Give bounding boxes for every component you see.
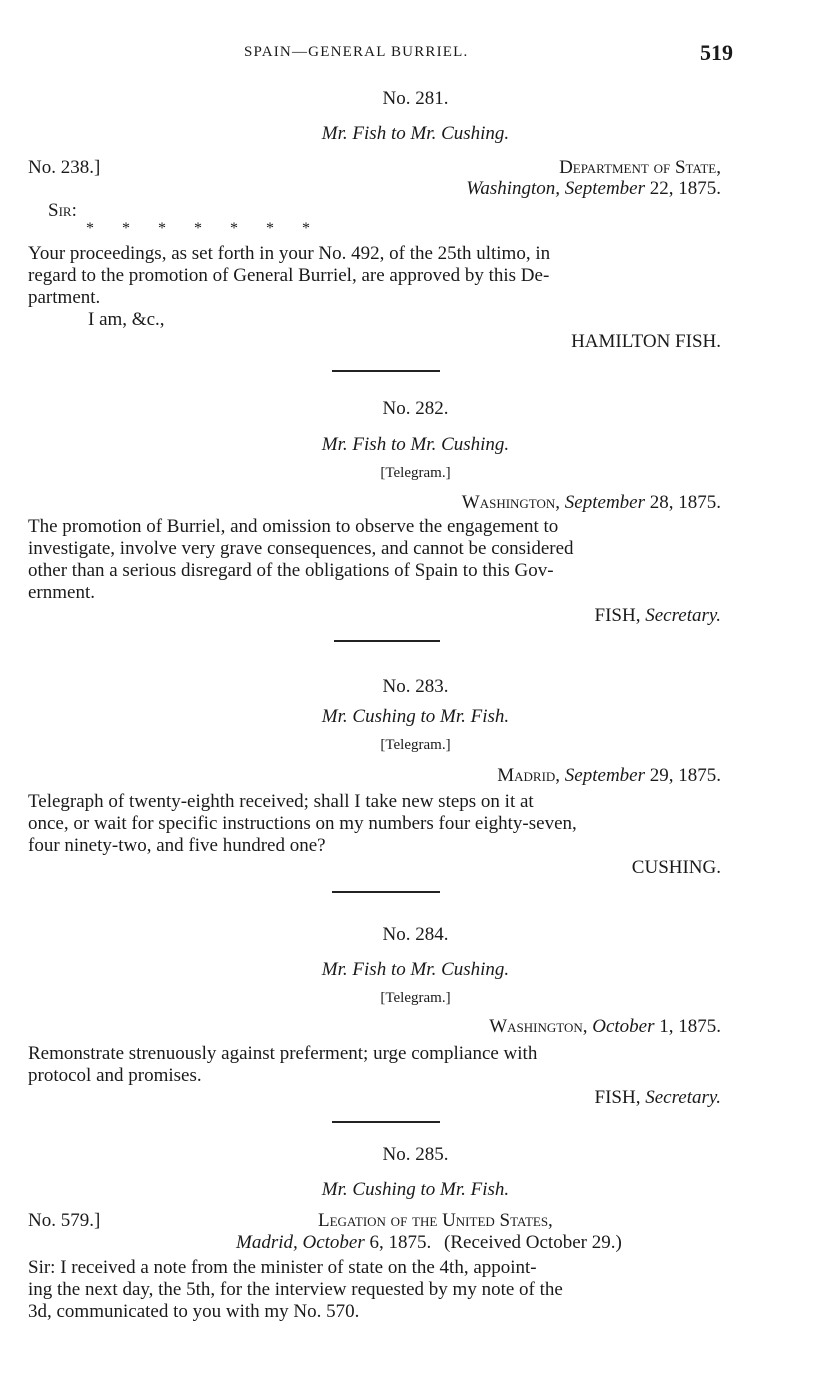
signature-title: Secretary. [645, 1087, 721, 1108]
doc-282-body-line: The promotion of Burriel, and omission to observe the engagement to [28, 516, 559, 537]
doc-283-dateline [497, 765, 721, 787]
doc-282-number: No. 282. [382, 398, 449, 419]
doc-282-telegram-label: [Telegram.] [380, 465, 451, 481]
page-number: 519 [700, 40, 733, 65]
dateline-month: October [302, 1232, 365, 1253]
doc-281-body-line: regard to the promotion of General Burriel, are approved by this De- [28, 265, 550, 286]
signature-name: FISH, [594, 1087, 641, 1108]
doc-285-body-line: ing the next day, the 5th, for the interview requested by my note of the [28, 1279, 563, 1300]
doc-281-body-line: partment. [28, 287, 101, 308]
doc-283-body-line: four ninety-two, and five hundred one? [28, 835, 326, 856]
doc-281-closing: I am, &c., [88, 309, 165, 330]
doc-284-signature [595, 1087, 721, 1109]
doc-282-body-line: ernment. [28, 582, 96, 603]
doc-285-office: Legation of the United States, [318, 1210, 553, 1231]
doc-285-body-line: 3d, communicated to you with my No. 570. [28, 1301, 360, 1322]
doc-281-office: Department of State, [559, 157, 721, 178]
section-rule [332, 370, 440, 372]
dateline-day-year: 29, 1875. [649, 765, 721, 786]
doc-281-ref: No. 238.] [28, 157, 101, 178]
doc-283-number: No. 283. [382, 676, 449, 697]
doc-282-body-line: investigate, involve very grave consequences, and cannot be considered [28, 538, 574, 559]
dateline-day-year: 6, 1875. [369, 1232, 432, 1253]
doc-281-number: No. 281. [382, 88, 449, 109]
section-rule [332, 891, 440, 893]
doc-283-telegram-label: [Telegram.] [380, 737, 451, 753]
section-rule [332, 1121, 440, 1123]
dateline-place: Washington, [489, 1016, 588, 1037]
signature-name: FISH, [594, 605, 641, 626]
doc-284-from-to: Mr. Fish to Mr. Cushing. [321, 959, 510, 980]
doc-285-dateline [236, 1232, 622, 1254]
doc-282-dateline [462, 492, 721, 514]
doc-283-body-line: Telegraph of twenty-eighth received; shall I take new steps on it at [28, 791, 534, 812]
doc-285-ref: No. 579.] [28, 1210, 101, 1231]
doc-283-body-line: once, or wait for specific instructions on my numbers four eighty-seven, [28, 813, 577, 834]
dateline-month: September [564, 765, 645, 786]
dateline-month: September [564, 492, 645, 513]
doc-285-number: No. 285. [382, 1144, 449, 1165]
dateline-place: Madrid, [497, 765, 561, 786]
signature-title: Secretary. [645, 605, 721, 626]
doc-285-from-to: Mr. Cushing to Mr. Fish. [321, 1179, 510, 1200]
doc-284-dateline [489, 1016, 721, 1038]
doc-281-body-line: Your proceedings, as set forth in your No. 492, of the 25th ultimo, in [28, 243, 551, 264]
section-rule [334, 640, 440, 642]
dateline-day-year: 28, 1875. [649, 492, 721, 513]
doc-282-signature [595, 605, 721, 627]
doc-283-from-to: Mr. Cushing to Mr. Fish. [321, 706, 510, 727]
doc-285-body-line: Sir: I received a note from the minister of state on the 4th, appoint- [28, 1257, 537, 1278]
doc-281-dateline [466, 178, 721, 200]
doc-282-body-line: other than a serious disregard of the obligations of Spain to this Gov- [28, 560, 554, 581]
dateline-day-year: 22, 1875. [649, 178, 721, 199]
doc-282-from-to: Mr. Fish to Mr. Cushing. [321, 434, 510, 455]
doc-283-signature: CUSHING. [631, 857, 721, 878]
doc-284-body-line: protocol and promises. [28, 1065, 202, 1086]
dateline-place: Madrid, [236, 1232, 298, 1253]
received-note: (Received October 29.) [444, 1232, 622, 1253]
doc-284-telegram-label: [Telegram.] [380, 990, 451, 1006]
doc-281-signature: HAMILTON FISH. [571, 331, 721, 352]
dateline-place: Washington, [466, 178, 561, 199]
doc-284-number: No. 284. [382, 924, 449, 945]
dateline-place: Washington, [461, 492, 561, 513]
dateline-day-year: 1, 1875. [659, 1016, 721, 1037]
dateline-month: September [564, 178, 645, 199]
doc-281-ellipsis-stars: * * * * * * * [86, 220, 310, 237]
running-header [0, 40, 831, 70]
running-title: SPAIN—GENERAL BURRIEL. [244, 44, 469, 60]
dateline-month: October [592, 1016, 655, 1037]
doc-284-body-line: Remonstrate strenuously against preferment; urge compliance with [28, 1043, 538, 1064]
doc-281-from-to: Mr. Fish to Mr. Cushing. [321, 123, 510, 144]
doc-281-salutation: Sir: [48, 200, 77, 221]
